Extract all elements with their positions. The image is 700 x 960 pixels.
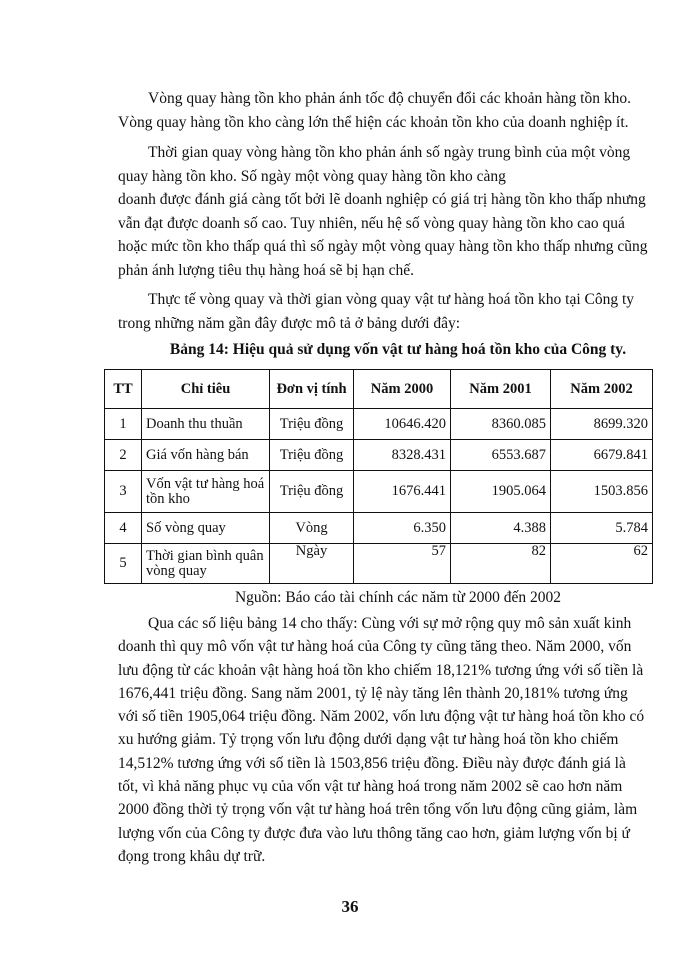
text-line: lưu động từ các khoản vật hàng hoá tồn kho chiếm 18,121% tương ứng với số tiền là [118,661,644,679]
cell-2001: 82 [451,544,551,584]
header-year-2001: Năm 2001 [451,370,551,409]
text-line: doanh thì quy mô vốn vật tư hàng hoá của Công ty cũng tăng theo. Năm 2000, vốn [118,638,632,656]
cell-unit: Triệu đồng [270,409,354,440]
cell-2000: 6.350 [354,513,451,544]
cell-2001: 6553.687 [451,440,551,471]
cell-2001: 4.388 [451,513,551,544]
text-line: quay hàng tồn kho. Số ngày một vòng quay hàng tồn kho càng [118,167,506,185]
paragraph-inventory-turnover [118,87,678,134]
text-line: hoặc mức tồn kho thấp quá thì số ngày một vòng quay hàng tồn kho thấp nhưng cũng [118,238,648,255]
cell-2001: 8360.085 [451,409,551,440]
text-line: phản ánh lượng tiêu thụ hàng hoá sẽ bị hạn chế. [118,261,414,279]
header-year-2002: Năm 2002 [551,370,653,409]
text-line: Qua các số liệu bảng 14 cho thấy: Cùng với sự mở rộng quy mô sản xuất kinh [148,615,632,632]
text-line: trong những năm gần đây được mô tả ở bảng dưới đây: [118,314,461,332]
cell-2002: 8699.320 [551,409,653,440]
text-line: tốt, vì khả năng phục vụ của vốn vật tư hàng hoá trong năm 2002 sẽ cao hơn năm [118,778,623,796]
table-row [105,409,653,440]
cell-2000: 8328.431 [354,440,451,471]
text-line: Vòng quay hàng tồn kho phản ánh tốc độ chuyển đổi các khoản hàng tồn kho. [148,90,631,107]
cell-label: Vốn vật tư hàng hoá tồn kho [142,471,270,513]
cell-2000: 57 [354,544,451,584]
header-tt: TT [105,370,142,409]
page-number: 36 [341,897,359,916]
inventory-table [104,369,653,584]
table-caption: Bảng 14: Hiệu quả sử dụng vốn vật tư hàng hoá tồn kho của Công ty. [169,341,627,358]
cell-2002: 1503.856 [551,471,653,513]
cell-tt: 3 [105,471,142,513]
table-row [105,513,653,544]
cell-2000: 10646.420 [354,409,451,440]
cell-2002: 62 [551,544,653,584]
cell-unit: Ngày [270,544,354,584]
header-indicator: Chỉ tiêu [142,370,270,409]
paragraph-analysis [118,612,678,868]
table-row [105,440,653,471]
cell-label: Thời gian bình quân vòng quay [142,544,270,584]
text-line: vẫn đạt được doanh số cao. Tuy nhiên, nếu hệ số vòng quay hàng tồn kho cao quá [118,214,625,232]
cell-tt: 4 [105,513,142,544]
table-header-row [105,370,653,409]
header-unit: Đơn vị tính [270,370,354,409]
cell-tt: 1 [105,409,142,440]
text-line: Thời gian quay vòng hàng tồn kho phản ánh số ngày trung bình của một vòng [148,144,631,161]
cell-label: Doanh thu thuần [142,409,270,440]
cell-2002: 6679.841 [551,440,653,471]
text-line: 1676,441 triệu đồng. Sang năm 2001, tỷ lệ này tăng lên thành 20,181% tương ứng [118,684,628,702]
paragraph-turnover-days [118,141,678,282]
text-line: đọng trong khâu dự trữ. [118,847,266,865]
text-line: 14,512% tương ứng với số tiền là 1503,856 triệu đồng. Điều này được đánh giá là [118,754,626,772]
text-line: lượng vốn của Công ty được đưa vào lưu thông tăng cao hơn, giảm lượng vốn bị ứ [118,824,630,842]
table-source: Nguồn: Báo cáo tài chính các năm từ 2000 đến 2002 [234,589,562,606]
cell-label: Số vòng quay [142,513,270,544]
text-line: 2000 đồng thời tỷ trọng vốn vật tư hàng hoá trên tổng vốn lưu động cũng giảm, làm [118,801,638,819]
table-row [105,544,653,584]
header-year-2000: Năm 2000 [354,370,451,409]
cell-2000: 1676.441 [354,471,451,513]
text-line: với số tiền 1905,064 triệu đồng. Năm 2002, vốn lưu động vật tư hàng hoá tồn kho có [118,708,645,726]
text-line: doanh được đánh giá càng tốt bởi lẽ doanh nghiệp có giá trị hàng tồn kho thấp nhưng [118,191,646,208]
cell-label: Giá vốn hàng bán [142,440,270,471]
text-line: Thực tế vòng quay và thời gian vòng quay vật tư hàng hoá tồn kho tại Công ty [148,291,635,308]
cell-tt: 2 [105,440,142,471]
text-line: xu hướng giảm. Tỷ trọng vốn lưu động dưới dạng vật tư hàng hoá tồn kho chiếm [118,731,619,749]
cell-2001: 1905.064 [451,471,551,513]
cell-unit: Triệu đồng [270,440,354,471]
table-row [105,471,653,513]
cell-unit: Triệu đồng [270,471,354,513]
cell-tt: 5 [105,544,142,584]
cell-2002: 5.784 [551,513,653,544]
paragraph-intro-table [118,288,678,335]
cell-unit: Vòng [270,513,354,544]
text-line: Vòng quay hàng tồn kho càng lớn thể hiện các khoản tồn kho của doanh nghiệp ít. [118,113,629,131]
